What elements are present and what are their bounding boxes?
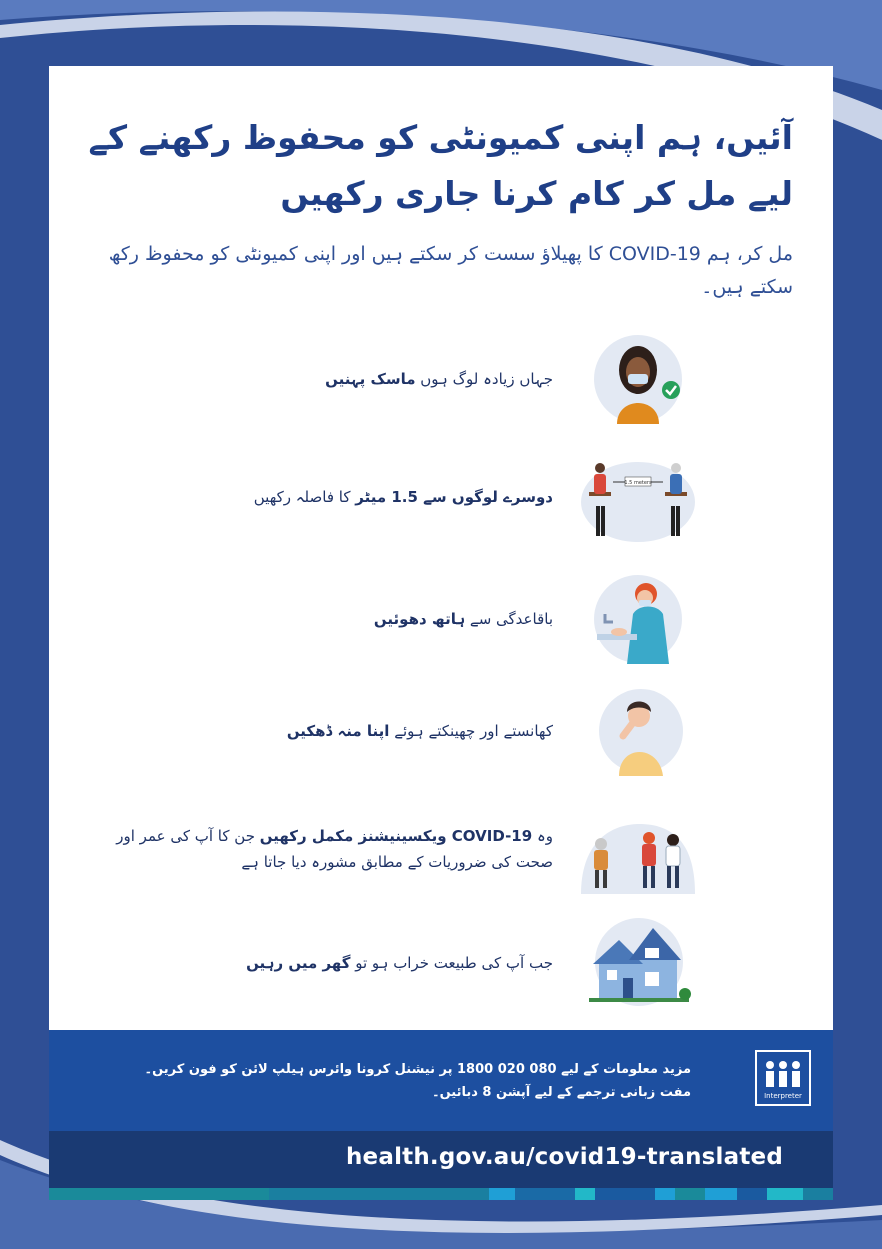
url-band [49, 1131, 833, 1188]
list-item [95, 804, 795, 894]
page-subtitle: مل کر، ہم COVID-19 کا پھیلاؤ سست کر سکتے ہیں اور اپنی کمیونٹی کو محفوظ رکھ سکتے ہیں۔ [108, 243, 793, 298]
color-stripe [49, 1188, 833, 1200]
house-icon [579, 918, 697, 1008]
helpline-band [49, 1030, 833, 1131]
helpline-line-2: مفت زبانی ترجمے کے لیے آپشن 8 دبائیں۔ [431, 1085, 691, 1100]
helpline-text [91, 1058, 691, 1104]
hand-wash-icon [579, 574, 697, 664]
list-item [95, 452, 795, 542]
helpline-line-1: مزید معلومات کے لیے 080 020 1800 پر نیشنل کرونا وائرس ہیلپ لائن کو فون کریں۔ [144, 1062, 691, 1077]
content-card [49, 66, 833, 1030]
distance-label: 1.5 meters [624, 480, 652, 486]
distance-icon [579, 452, 697, 542]
list-item [95, 918, 795, 1008]
list-item [95, 574, 795, 664]
interpreter-symbol [757, 1052, 809, 1104]
item-text: کھانستے اور چھینکتے ہوئے اپنا منہ ڈھکیں [286, 722, 553, 740]
item-text: جب آپ کی طبیعت خراب ہو تو گھر میں رہیں [246, 954, 553, 972]
item-text: وہ COVID-19 ویکسینیشنز مکمل رکھیں جن کا آپ کی عمر اور صحت کی ضروریات کے مطابق مشورہ دیا جاتا ہے [116, 827, 553, 871]
interpreter-icon [755, 1050, 811, 1106]
mask-woman-icon [579, 334, 697, 424]
interpreter-label: Interpreter [764, 1092, 802, 1100]
item-text: دوسرے لوگوں سے 1.5 میٹر کا فاصلہ رکھیں [253, 488, 553, 506]
item-text: جہاں زیادہ لوگ ہوں ماسک پہنیں [325, 370, 553, 388]
vaccination-icon [579, 804, 697, 894]
page-title: آئیں، ہم اپنی کمیونٹی کو محفوظ رکھنے کے لیے مل کر کام کرنا جاری رکھیں [88, 118, 793, 213]
cough-icon [579, 686, 697, 776]
list-item [95, 686, 795, 776]
item-text: باقاعدگی سے ہاتھ دھوئیں [373, 610, 553, 628]
website-link[interactable]: health.gov.au/covid19-translated [345, 1144, 783, 1170]
list-item [95, 334, 795, 424]
